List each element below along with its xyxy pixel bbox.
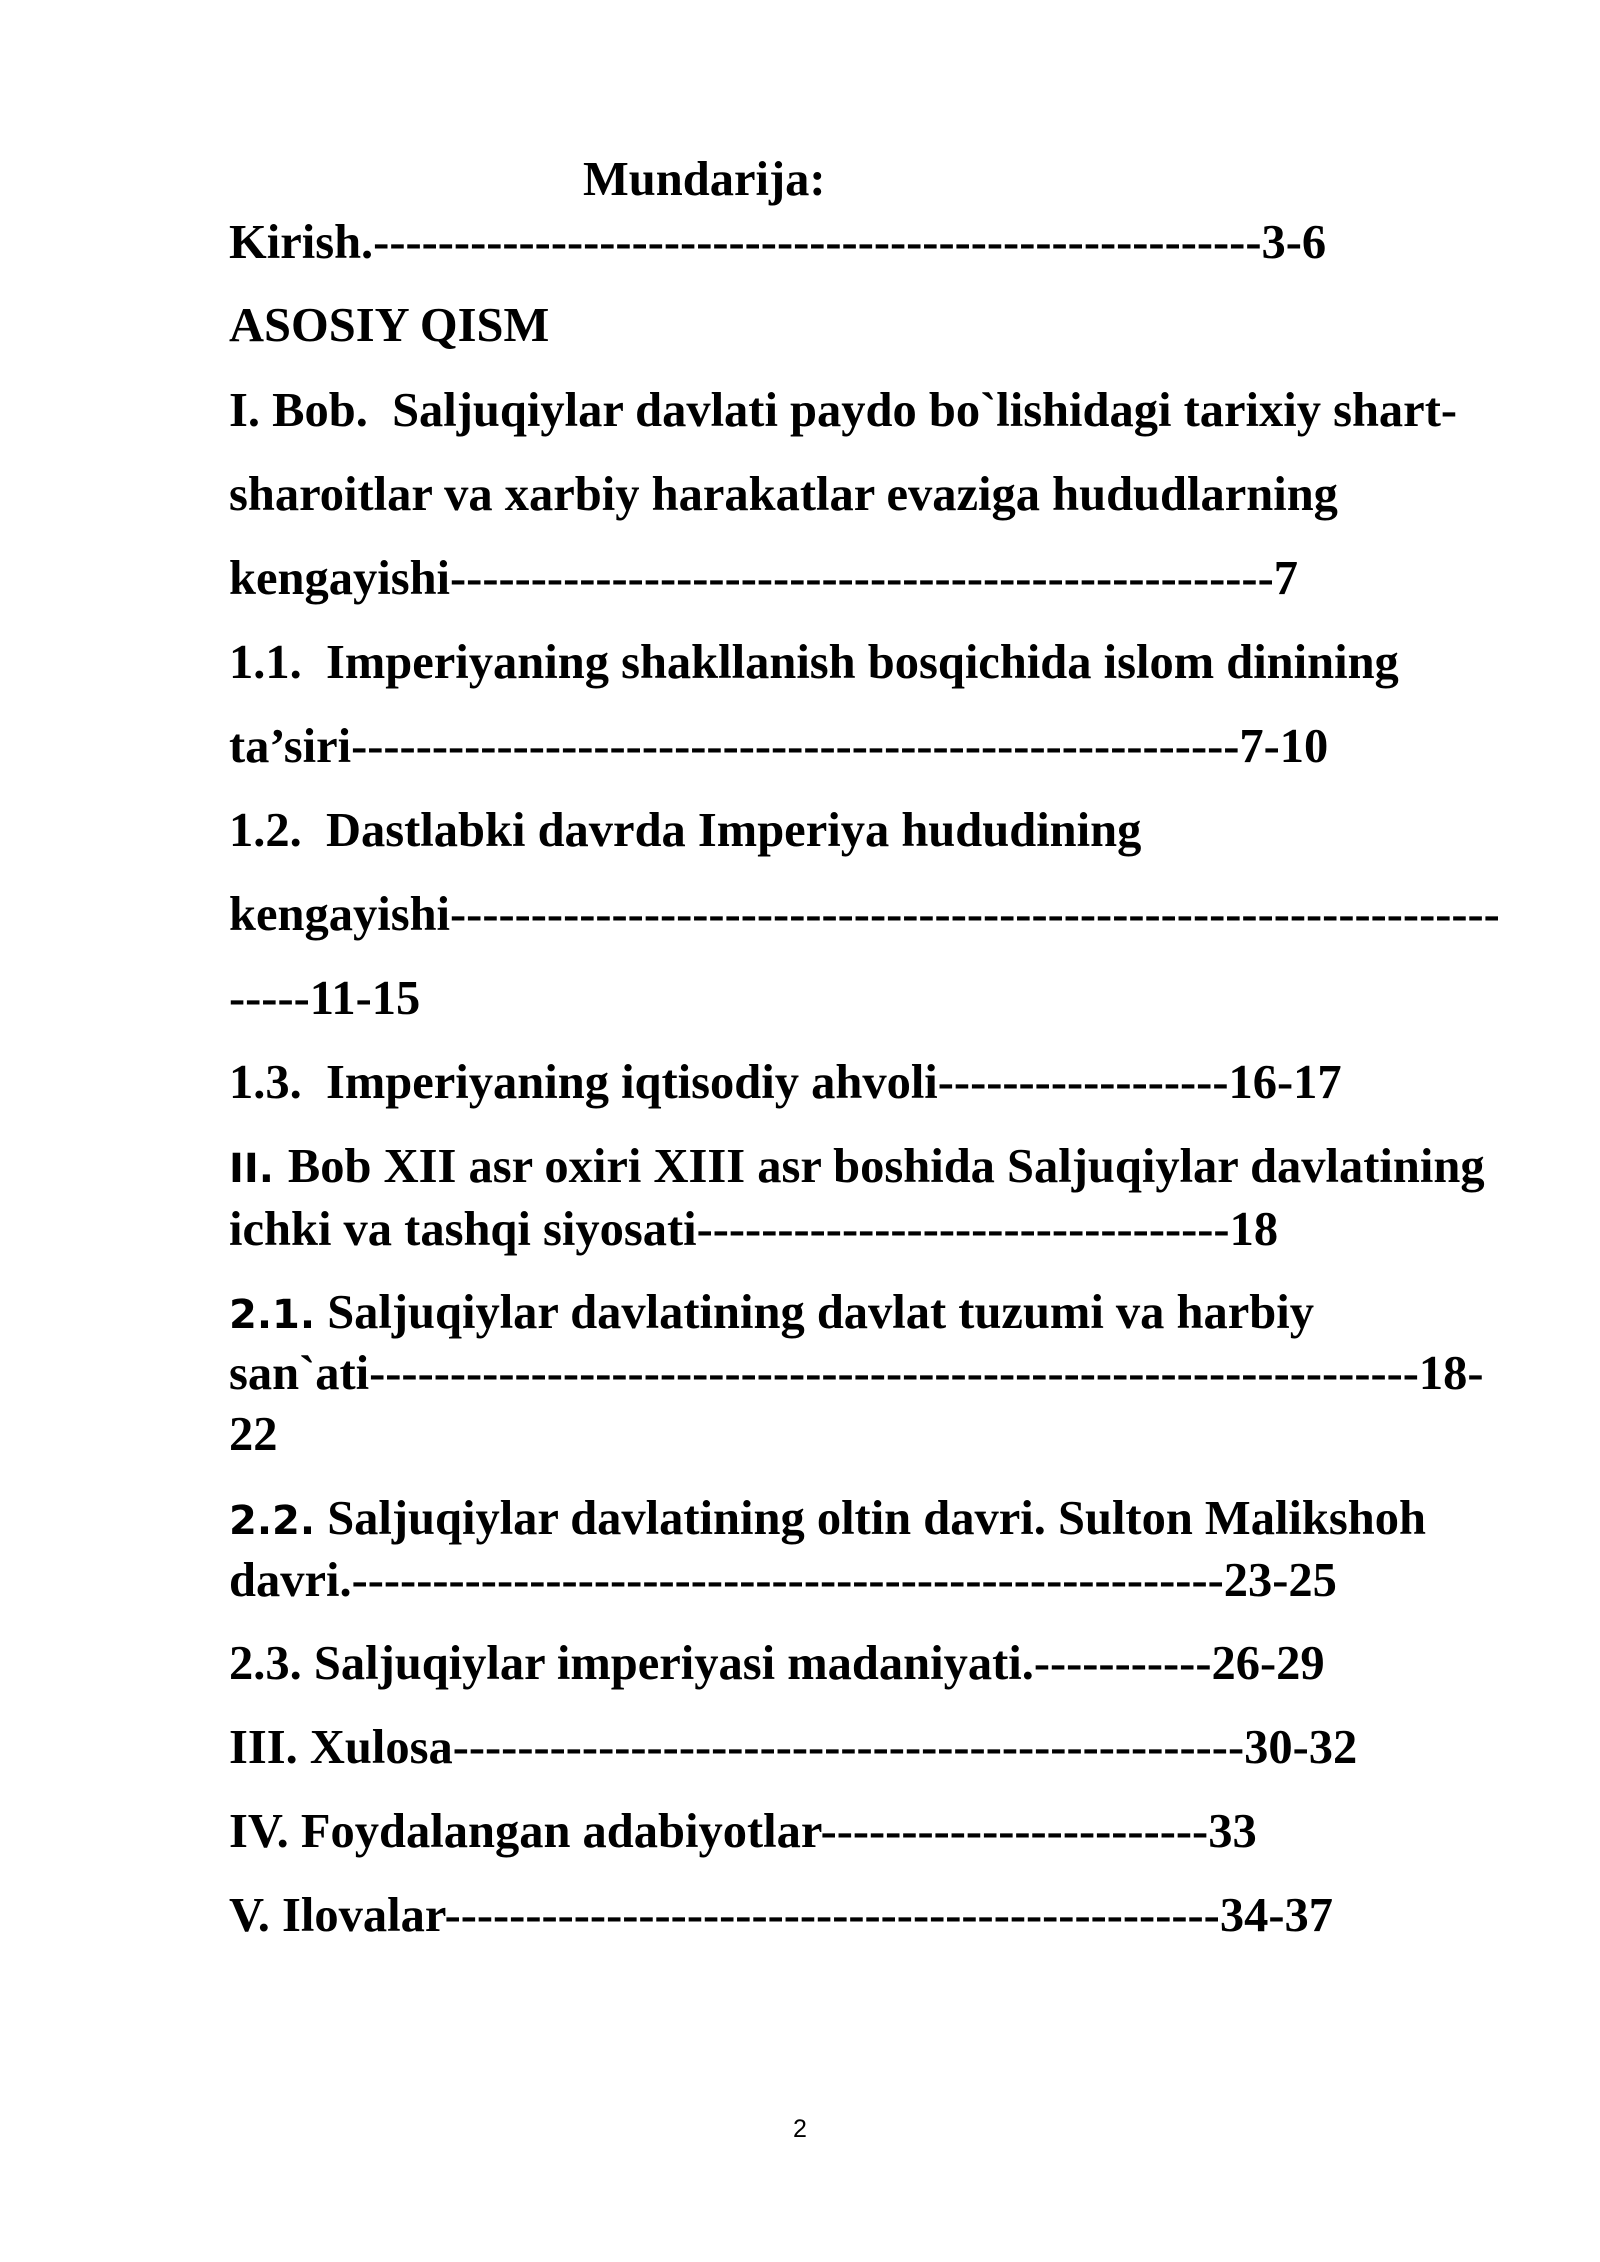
toc-entry-chapter-1-line-1: I. Bob. Saljuqiylar davlati paydo bo`lishidagi tarixiy shart- — [229, 384, 1458, 437]
chapter-2-prefix: II. — [229, 1146, 288, 1192]
section-2-2-prefix: 2.2. — [229, 1498, 316, 1544]
toc-entry-chapter-2-line-1 — [229, 1140, 1485, 1193]
toc-entry-xulosa: III. Xulosa-------------------------------------------------30-32 — [229, 1721, 1358, 1774]
toc-entry-1-1-line-1: 1.1. Imperiyaning shakllanish bosqichida islom dinining — [229, 636, 1399, 689]
toc-entry-chapter-1-line-3: kengayishi---------------------------------------------------7 — [229, 552, 1298, 605]
toc-heading-asosiy-qism: ASOSIY QISM — [229, 299, 550, 352]
section-2-1-text: Saljuqiylar davlatining davlat tuzumi va harbiy — [315, 1286, 1315, 1339]
toc-entry-adabiyotlar: IV. Foydalangan adabiyotlar------------------------33 — [229, 1805, 1257, 1858]
toc-entry-chapter-2-line-2: ichki va tashqi siyosati---------------------------------18 — [229, 1203, 1279, 1256]
toc-entry-chapter-1-line-2: sharoitlar va xarbiy harakatlar evaziga hududlarning — [229, 468, 1338, 521]
toc-entry-1-2-line-2: kengayishi----------------------------------------------------------------- — [229, 888, 1500, 941]
toc-entry-1-1-line-2: ta’siri-------------------------------------------------------7-10 — [229, 720, 1329, 773]
toc-entry-2-2-line-2: davri.------------------------------------------------------23-25 — [229, 1554, 1337, 1607]
toc-entry-2-3: 2.3. Saljuqiylar imperiyasi madaniyati.-----------26-29 — [229, 1637, 1325, 1690]
toc-entry-2-2-line-1 — [229, 1492, 1426, 1545]
toc-entry-1-2-line-3: -----11-15 — [229, 972, 421, 1025]
section-2-1-prefix: 2.1. — [229, 1292, 316, 1338]
toc-entry-kirish: Kirish.-------------------------------------------------------3-6 — [229, 216, 1327, 269]
toc-entry-2-1-line-3: 22 — [229, 1408, 278, 1461]
toc-entry-2-1-line-2: san`ati-----------------------------------------------------------------18- — [229, 1347, 1484, 1400]
toc-title: Mundarija: — [583, 153, 826, 206]
toc-entry-2-1-line-1 — [229, 1286, 1315, 1339]
toc-entry-ilovalar: V. Ilovalar------------------------------------------------34-37 — [229, 1889, 1333, 1942]
toc-entry-1-2-line-1: 1.2. Dastlabki davrda Imperiya hududining — [229, 804, 1142, 857]
chapter-2-text: Bob XII asr oxiri XIII asr boshida Saljuqiylar davlatining — [287, 1140, 1485, 1193]
toc-entry-1-3: 1.3. Imperiyaning iqtisodiy ahvoli------------------16-17 — [229, 1056, 1342, 1109]
section-2-2-text: Saljuqiylar davlatining oltin davri. Sulton Malikshoh — [315, 1492, 1426, 1545]
page-number: 2 — [793, 2115, 807, 2143]
